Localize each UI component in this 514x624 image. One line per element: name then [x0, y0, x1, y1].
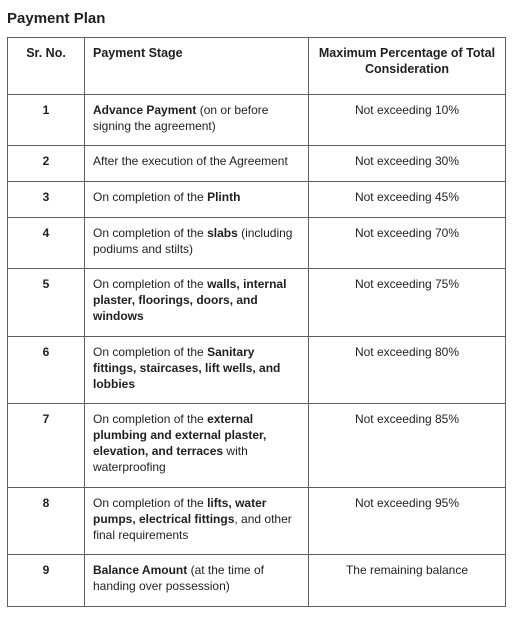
- row-payment-stage: [85, 218, 309, 269]
- table-row: [8, 337, 506, 404]
- table-row: [8, 269, 506, 337]
- row-percentage: Not exceeding 10%: [309, 95, 506, 146]
- table-row: [8, 95, 506, 146]
- stage-text: , and other final requirements: [93, 512, 292, 542]
- row-percentage: Not exceeding 70%: [309, 218, 506, 269]
- table-row: [8, 488, 506, 555]
- row-percentage: Not exceeding 80%: [309, 337, 506, 404]
- stage-text-bold: Plinth: [207, 190, 241, 204]
- stage-text-bold: slabs: [207, 226, 238, 240]
- row-sr-no: 8: [8, 488, 85, 555]
- stage-text: On completion of the: [93, 345, 208, 359]
- stage-text: On completion of the: [93, 277, 208, 291]
- stage-text: After the execution of the Agreement: [93, 154, 288, 168]
- payment-plan-table: [7, 37, 506, 607]
- table-row: [8, 218, 506, 269]
- table-header-row: [8, 38, 506, 95]
- header-sr-no: Sr. No.: [8, 38, 85, 95]
- stage-text: (at the time of handing over possession): [93, 563, 264, 593]
- stage-text-bold: Advance Payment: [93, 103, 197, 117]
- stage-text: On completion of the: [93, 226, 208, 240]
- stage-text-bold: Balance Amount: [93, 563, 188, 577]
- row-percentage: Not exceeding 85%: [309, 404, 506, 488]
- row-sr-no: 3: [8, 182, 85, 218]
- header-payment-stage: Payment Stage: [85, 38, 309, 95]
- row-payment-stage: [85, 146, 309, 182]
- stage-text: (including podiums and stilts): [93, 226, 293, 256]
- stage-text-bold: lifts, water pumps, electrical fittings: [93, 496, 267, 526]
- stage-text: with waterproofing: [93, 444, 248, 474]
- stage-text-bold: Sanitary fittings, staircases, lift wells, and lobbies: [93, 345, 281, 391]
- row-sr-no: 6: [8, 337, 85, 404]
- row-payment-stage: [85, 337, 309, 404]
- table-row: [8, 146, 506, 182]
- table-row: [8, 404, 506, 488]
- row-payment-stage: [85, 488, 309, 555]
- row-percentage: Not exceeding 45%: [309, 182, 506, 218]
- row-percentage: Not exceeding 75%: [309, 269, 506, 337]
- row-sr-no: 2: [8, 146, 85, 182]
- row-sr-no: 1: [8, 95, 85, 146]
- stage-text: On completion of the: [93, 496, 208, 510]
- row-sr-no: 4: [8, 218, 85, 269]
- table-row: [8, 555, 506, 607]
- header-max-percentage: Maximum Percentage of Total Consideration: [309, 38, 506, 95]
- page-title: Payment Plan: [7, 10, 106, 27]
- row-payment-stage: [85, 555, 309, 607]
- stage-text-bold: external plumbing and external plaster, elevation, and terraces: [93, 412, 267, 458]
- row-percentage: The remaining balance: [309, 555, 506, 607]
- row-sr-no: 9: [8, 555, 85, 607]
- row-payment-stage: [85, 269, 309, 337]
- table-body: [8, 95, 506, 607]
- stage-text-bold: walls, internal plaster, floorings, doors, and windows: [93, 277, 287, 323]
- row-payment-stage: [85, 182, 309, 218]
- row-percentage: Not exceeding 30%: [309, 146, 506, 182]
- table-row: [8, 182, 506, 218]
- stage-text: (on or before signing the agreement): [93, 103, 269, 133]
- row-sr-no: 5: [8, 269, 85, 337]
- row-sr-no: 7: [8, 404, 85, 488]
- stage-text: On completion of the: [93, 190, 208, 204]
- stage-text: On completion of the: [93, 412, 208, 426]
- row-percentage: Not exceeding 95%: [309, 488, 506, 555]
- row-payment-stage: [85, 404, 309, 488]
- row-payment-stage: [85, 95, 309, 146]
